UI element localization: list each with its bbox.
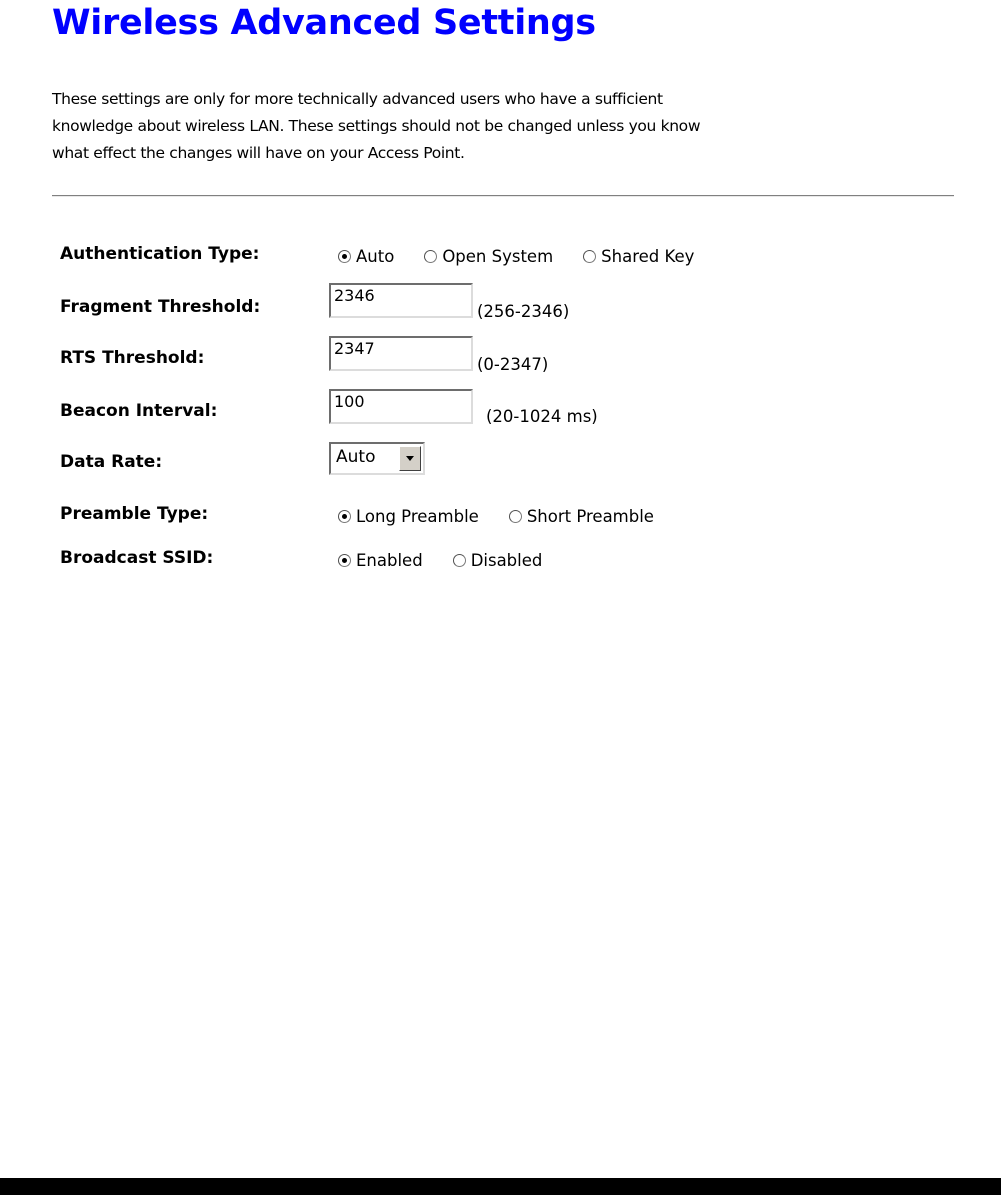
preamble-long-radio[interactable] (338, 510, 351, 523)
rts-threshold-range: (0-2347) (477, 355, 549, 374)
divider (52, 195, 954, 197)
auth-shared-key-label: Shared Key (601, 246, 695, 266)
intro-text (52, 86, 957, 167)
preamble-type-group (338, 504, 684, 528)
beacon-interval-input[interactable] (329, 389, 473, 424)
fragment-threshold-range: (256-2346) (477, 302, 570, 321)
beacon-interval-range: (20-1024 ms) (486, 407, 598, 426)
preamble-short-radio[interactable] (509, 510, 522, 523)
auth-auto-option[interactable] (338, 247, 394, 266)
intro-line: what effect the changes will have on your Access Point. (52, 144, 465, 162)
auth-shared-key-radio[interactable] (583, 250, 596, 263)
fragment-threshold-input[interactable] (329, 283, 473, 318)
fragment-threshold-label: Fragment Threshold: (60, 297, 261, 317)
auth-open-system-option[interactable] (424, 247, 553, 266)
auth-open-system-radio[interactable] (424, 250, 437, 263)
data-rate-select[interactable] (329, 442, 425, 475)
ssid-enabled-option[interactable] (338, 551, 423, 570)
ssid-enabled-label: Enabled (356, 550, 423, 570)
data-rate-label: Data Rate: (60, 452, 163, 472)
page-title: Wireless Advanced Settings (52, 3, 596, 43)
authentication-type-group (338, 244, 724, 268)
authentication-type-label: Authentication Type: (60, 244, 260, 264)
preamble-type-label: Preamble Type: (60, 504, 209, 524)
ssid-disabled-option[interactable] (453, 551, 543, 570)
auth-auto-radio[interactable] (338, 250, 351, 263)
preamble-long-option[interactable] (338, 507, 479, 526)
data-rate-value: Auto (336, 447, 376, 467)
bottom-border (0, 1178, 1001, 1195)
preamble-long-label: Long Preamble (356, 506, 479, 526)
broadcast-ssid-group (338, 548, 572, 572)
intro-line: These settings are only for more technically advanced users who have a sufficient (52, 90, 663, 108)
broadcast-ssid-label: Broadcast SSID: (60, 548, 214, 568)
auth-auto-label: Auto (356, 246, 395, 266)
chevron-down-icon[interactable] (399, 446, 421, 471)
ssid-disabled-radio[interactable] (453, 554, 466, 567)
ssid-enabled-radio[interactable] (338, 554, 351, 567)
rts-threshold-input[interactable] (329, 336, 473, 371)
ssid-disabled-label: Disabled (470, 550, 543, 570)
intro-line: knowledge about wireless LAN. These settings should not be changed unless you know (52, 117, 701, 135)
auth-shared-key-option[interactable] (583, 247, 694, 266)
rts-threshold-label: RTS Threshold: (60, 348, 205, 368)
beacon-interval-label: Beacon Interval: (60, 401, 218, 421)
preamble-short-label: Short Preamble (526, 506, 654, 526)
preamble-short-option[interactable] (509, 507, 654, 526)
auth-open-system-label: Open System (442, 246, 554, 266)
